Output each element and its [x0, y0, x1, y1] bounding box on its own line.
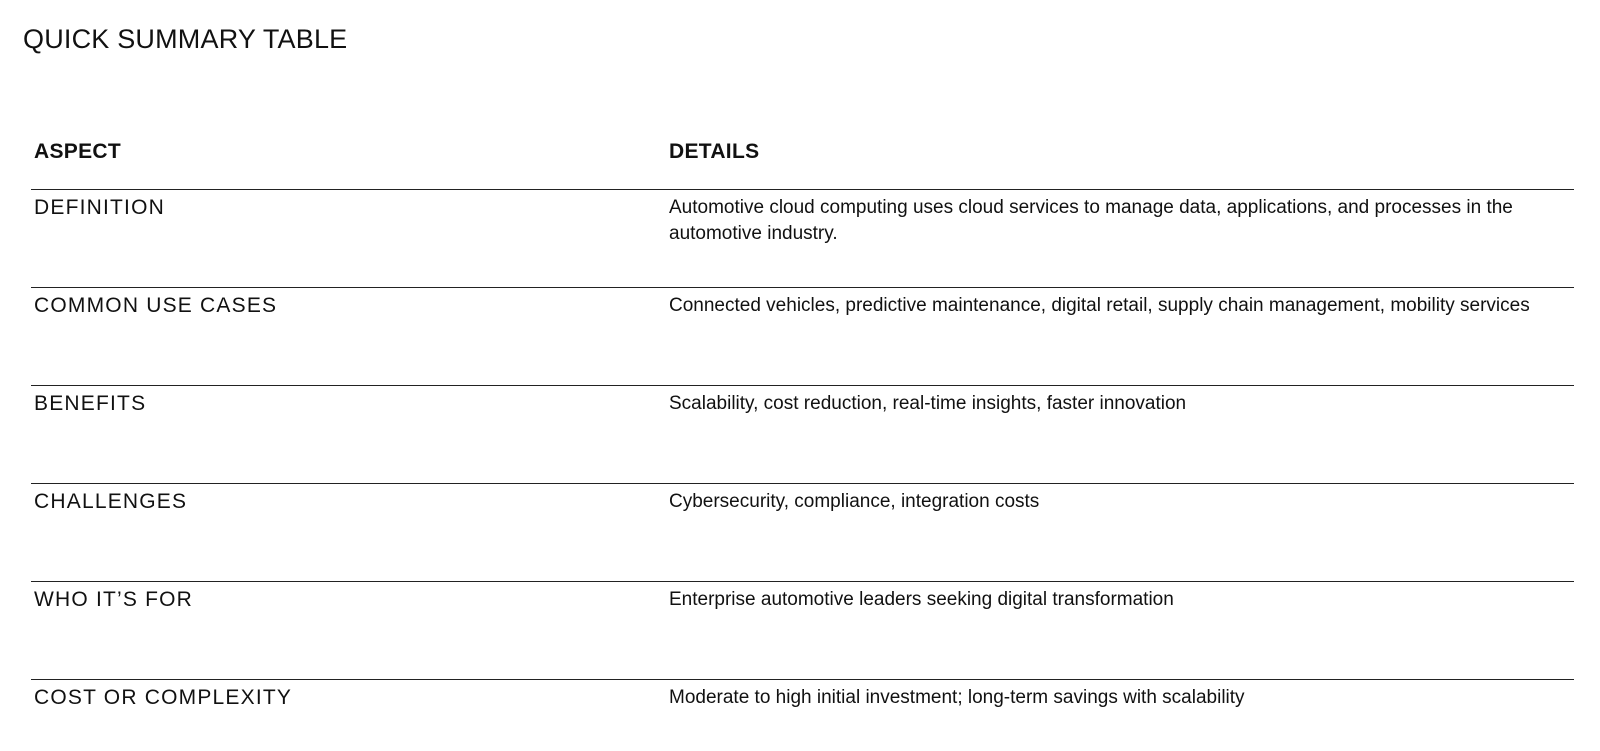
table-row: [31, 287, 1574, 385]
table-row: [31, 483, 1574, 581]
details-cell: Automotive cloud computing uses cloud services to manage data, applications, and processes in the automotive industry.: [669, 197, 1513, 244]
aspect-cell: CHALLENGES: [34, 490, 188, 513]
table-row: [31, 679, 1574, 747]
aspect-cell: WHO IT’S FOR: [34, 588, 194, 611]
details-cell: Moderate to high initial investment; long-term savings with scalability: [669, 687, 1245, 708]
aspect-cell: COST OR COMPLEXITY: [34, 686, 293, 709]
aspect-cell: COMMON USE CASES: [34, 294, 278, 317]
column-header-aspect: ASPECT: [34, 140, 121, 163]
aspect-cell: BENEFITS: [34, 392, 147, 415]
table-row: [31, 385, 1574, 483]
column-header-details: DETAILS: [669, 140, 760, 163]
page-title: QUICK SUMMARY TABLE: [23, 24, 348, 54]
details-cell: Connected vehicles, predictive maintenance, digital retail, supply chain management, mobility services: [669, 295, 1530, 316]
details-cell: Scalability, cost reduction, real-time insights, faster innovation: [669, 393, 1187, 414]
table-row: [31, 189, 1574, 287]
summary-table: [31, 134, 1574, 747]
details-cell: Enterprise automotive leaders seeking digital transformation: [669, 589, 1174, 610]
details-cell: Cybersecurity, compliance, integration costs: [669, 491, 1040, 512]
table-row: [31, 581, 1574, 679]
aspect-cell: DEFINITION: [34, 196, 165, 219]
table-header-row: [31, 134, 1574, 189]
